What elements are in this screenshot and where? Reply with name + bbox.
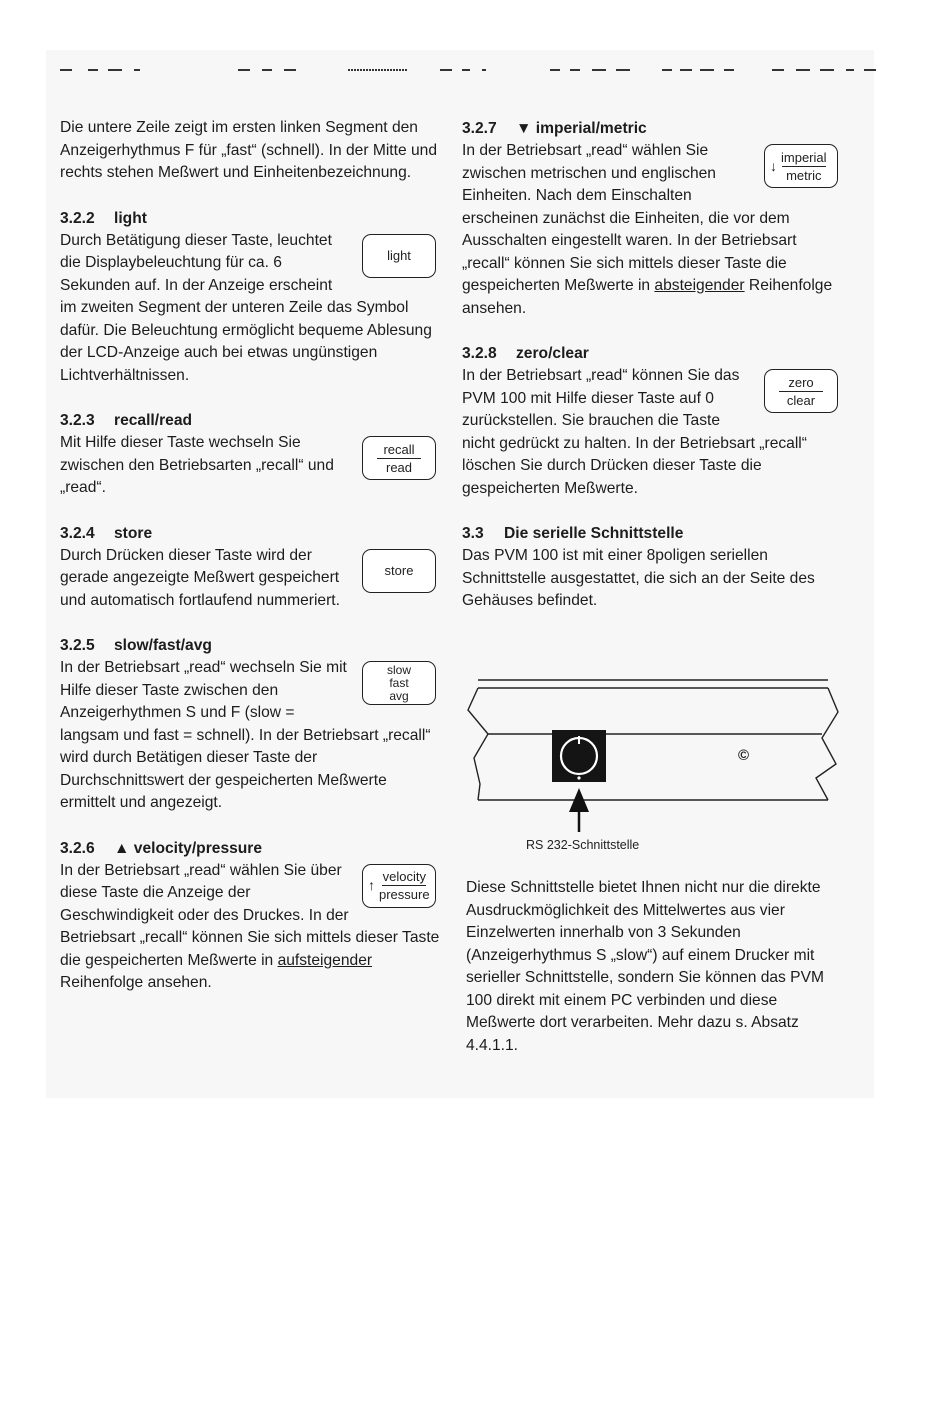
section-heading xyxy=(60,837,440,860)
section-heading xyxy=(462,342,842,365)
key-label-top: recall xyxy=(383,441,415,457)
section-heading xyxy=(462,117,842,140)
key-label-2: fast xyxy=(389,675,409,690)
key-label-bottom: read xyxy=(385,459,413,475)
section-number: 3.3 xyxy=(462,525,484,542)
section-title: light xyxy=(114,209,147,227)
intro-paragraph: Die untere Zeile zeigt im ersten linken Segment den Anzeigerhythmus F für „fast“ (schnell). In der Mitte und rechts stehen Meßwert und Einheitenbezeichnung. xyxy=(60,119,437,181)
closing-paragraph: Diese Schnittstelle bietet Ihnen nicht nur die direkte Ausdruckmöglichkeit des Mittelwertes aus vier Einzelwerten innerhalb von 3 Sekunden (Anzeigerhythmus S „slow“) auf einem Drucker mit serieller Schnittstelle, sondern Sie können das PVM 100 direkt mit einem PC verbinden und diese Meßwerte dort verarbeiten. Mehr dazu s. Absatz 4.4.1.1. xyxy=(466,879,824,1054)
device-symbol-icon: © xyxy=(738,747,750,764)
slow-fast-avg-key-icon xyxy=(362,661,436,705)
section-serial-interface xyxy=(462,522,842,613)
section-paragraph: In der Betriebsart „read“ können Sie das PVM 100 mit Hilfe dieser Taste auf 0 zurückstellen. Sie brauchen die Taste nicht gedrückt zu halten. In der Betriebsart „recall“ löschen Sie durch Drücken dieser Taste die gespeicherten Meßwerte. xyxy=(462,367,807,497)
section-number: 3.2.2 xyxy=(60,209,95,227)
section-number: 3.2.4 xyxy=(60,524,95,542)
section-paragraph: Durch Betätigung dieser Taste, leuchtet die Displaybeleuchtung für ca. 6 Sekunden auf. In der Anzeige erscheint im zweiten Segment der unteren Zeile das Symbol dafür. Die Beleuchtung ermöglicht bequeme Ablesung der LCD-Anzeige auch bei etwas ungünstigen Lichtverhältnissen. xyxy=(60,231,432,384)
paragraph-part: In der Betriebsart „read“ wählen Sie über diese Taste die Anzeige der Geschwindigkeit oder des Druckes. In der Betriebsart „recall“ können Sie sich mittels dieser Taste die gespeicherten Meßwerte in xyxy=(60,861,440,969)
section-zero-clear xyxy=(462,342,842,500)
key-label-bottom: pressure xyxy=(379,887,430,902)
key-label: light xyxy=(387,248,411,263)
section-store xyxy=(60,522,440,613)
section-number: 3.2.8 xyxy=(462,345,497,362)
section-title: recall/read xyxy=(114,412,193,429)
closing-section xyxy=(466,877,846,1057)
key-divider xyxy=(377,458,421,459)
key-label-bottom: clear xyxy=(786,392,816,408)
section-paragraph: Durch Drücken dieser Taste wird der gerade angezeigte Meßwert gespeichert und automatisch fortlaufend nummeriert. xyxy=(60,546,340,609)
imperial-metric-key-icon xyxy=(764,144,838,188)
paragraph-part: Reihenfolge ansehen. xyxy=(462,277,833,317)
arrow-up-icon: ↑ xyxy=(368,877,375,893)
section-heading xyxy=(462,522,842,545)
recall-read-key-icon xyxy=(362,436,436,480)
arrow-down-icon: ↓ xyxy=(770,157,777,174)
section-title: slow/fast/avg xyxy=(114,637,212,654)
section-number: 3.2.7 xyxy=(462,120,497,137)
section-imperial-metric xyxy=(462,117,842,320)
store-key-icon xyxy=(362,549,436,593)
right-column xyxy=(462,117,842,635)
section-light xyxy=(60,207,440,388)
key-label-1: slow xyxy=(386,662,411,677)
device-break-left xyxy=(468,688,488,800)
section-heading xyxy=(60,634,440,657)
section-title: ▲ velocity/pressure xyxy=(114,839,263,857)
section-title: zero/clear xyxy=(516,345,589,362)
section-number: 3.2.5 xyxy=(60,637,95,654)
intro-section xyxy=(60,117,440,185)
key-label-top: velocity xyxy=(382,869,426,884)
figure-caption: RS 232-Schnittstelle xyxy=(526,838,640,852)
scan-header-artifacts xyxy=(58,58,878,74)
left-column xyxy=(60,117,440,1017)
device-break-right xyxy=(816,688,838,800)
key-label-stack xyxy=(781,150,827,183)
section-recall-read xyxy=(60,409,440,500)
paragraph-part: Reihenfolge ansehen. xyxy=(60,974,212,991)
key-label-bottom: metric xyxy=(786,167,822,183)
key-label: store xyxy=(384,563,414,578)
section-title: Die serielle Schnittstelle xyxy=(504,525,684,542)
key-label-stack xyxy=(379,869,430,902)
key-divider xyxy=(779,391,823,392)
light-key-icon xyxy=(362,234,436,278)
key-label-top: imperial xyxy=(781,149,827,165)
zero-clear-key-icon xyxy=(764,369,838,413)
key-divider xyxy=(782,166,826,167)
key-label-3: avg xyxy=(389,688,409,703)
underlined-word: aufsteigender xyxy=(277,951,373,969)
section-velocity-pressure xyxy=(60,837,440,995)
section-heading xyxy=(60,207,440,230)
section-title: store xyxy=(114,524,153,542)
key-divider xyxy=(382,885,426,886)
section-title: ▼ imperial/metric xyxy=(516,120,647,137)
section-heading xyxy=(60,409,440,432)
device-side-diagram xyxy=(466,674,846,864)
section-number: 3.2.6 xyxy=(60,839,95,857)
underlined-word: absteigender xyxy=(654,277,745,294)
section-heading xyxy=(60,522,440,545)
velocity-pressure-key-icon xyxy=(362,864,436,908)
section-paragraph: Mit Hilfe dieser Taste wechseln Sie zwischen den Betriebsarten „recall“ und „read“. xyxy=(60,434,334,496)
key-label-top: zero xyxy=(788,374,814,390)
paragraph-part: In der Betriebsart „read“ wählen Sie zwischen metrischen und englischen Einheiten. Nach dem Einschalten erscheinen zunächst die Einheiten, die vor dem Ausschalten eingestellt waren. In der Betriebsart „recall“ können Sie sich mittels dieser Taste die gespeicherten Meßwerte in xyxy=(462,142,797,294)
section-slow-fast-avg xyxy=(60,634,440,815)
section-number: 3.2.3 xyxy=(60,412,95,429)
section-paragraph: In der Betriebsart „read“ wechseln Sie mit Hilfe dieser Taste zwischen den Anzeigerhythmen S und F (slow = langsam und fast = schnell). In der Betriebsart „recall“ wird durch Betätigen dieser Taste der Durchschnittswert der gespeicherten Meßwerte ermittelt und angezeigt. xyxy=(60,659,431,811)
section-paragraph: Das PVM 100 ist mit einer 8poligen seriellen Schnittstelle ausgestattet, die sich an der Seite des Gehäuses befindet. xyxy=(462,547,815,609)
